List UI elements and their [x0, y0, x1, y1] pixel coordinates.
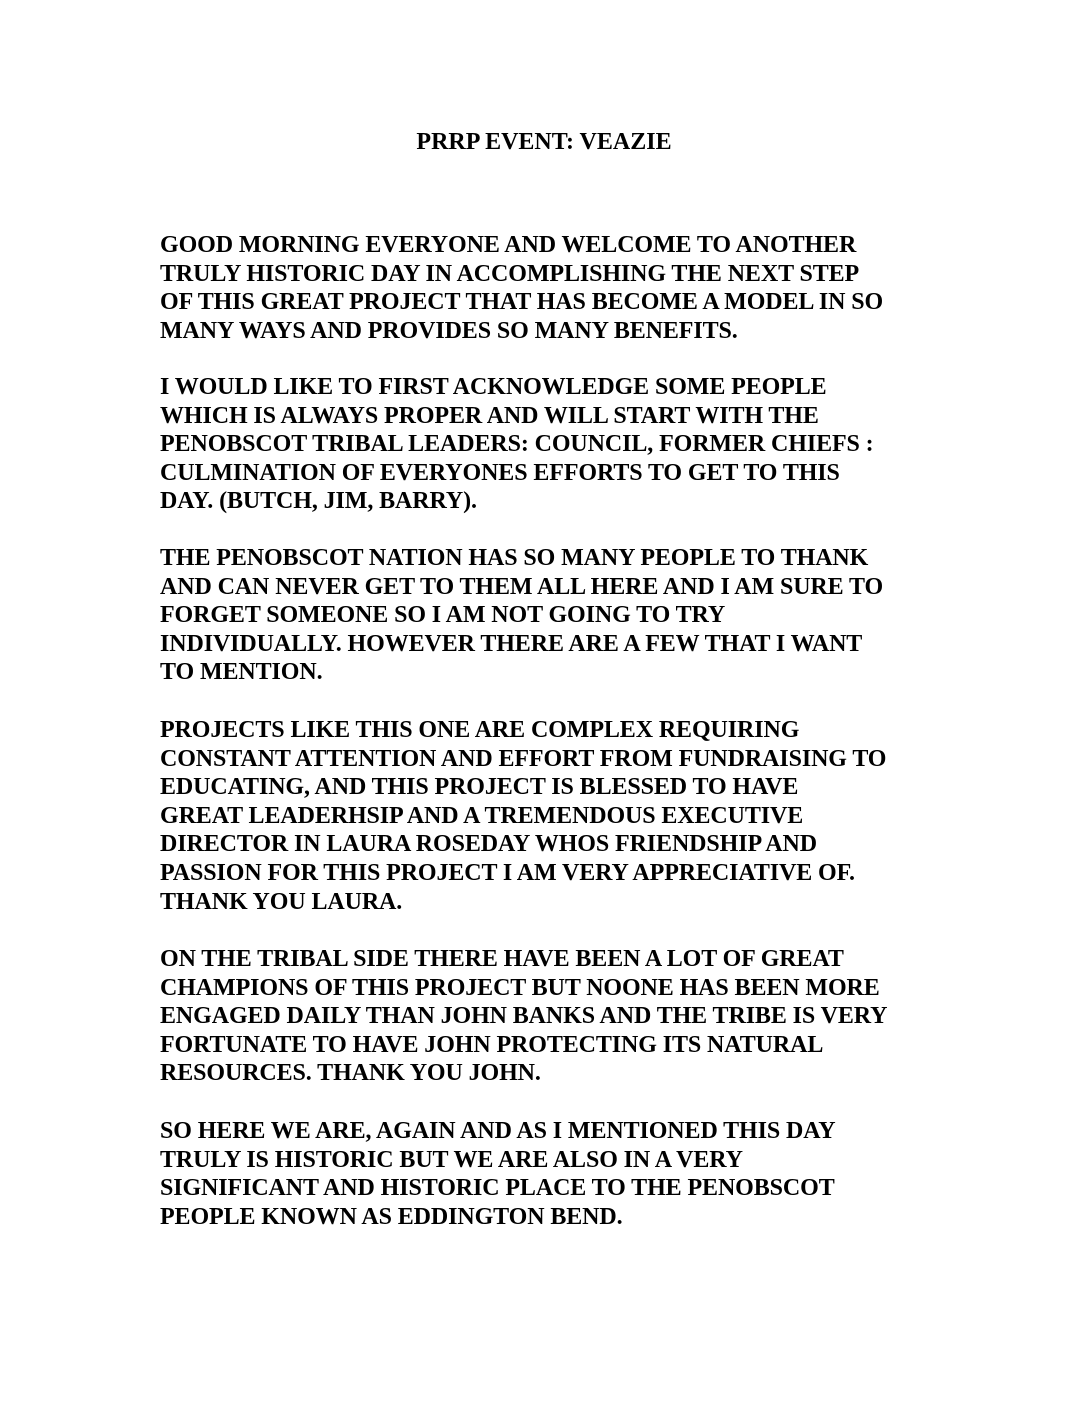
text-line: SO HERE WE ARE, AGAIN AND AS I MENTIONED THIS DAY — [160, 1118, 836, 1144]
text-line: CULMINATION OF EVERYONES EFFORTS TO GET TO THIS — [160, 459, 840, 486]
text-line: ON THE TRIBAL SIDE THERE HAVE BEEN A LOT OF GREAT — [160, 946, 844, 972]
text-line: PENOBSCOT TRIBAL LEADERS: COUNCIL, FORMER CHIEFS : — [160, 431, 874, 458]
text-line: PEOPLE KNOWN AS EDDINGTON BEND. — [160, 1203, 623, 1230]
text-line: CONSTANT ATTENTION AND EFFORT FROM FUNDRAISING TO — [160, 745, 887, 772]
text-line: SIGNIFICANT AND HISTORIC PLACE TO THE PENOBSCOT — [160, 1175, 835, 1202]
text-line: TO MENTION. — [160, 659, 323, 686]
text-line: ENGAGED DAILY THAN JOHN BANKS AND THE TRIBE IS VERY — [160, 1003, 888, 1030]
text-line: RESOURCES. THANK YOU JOHN. — [160, 1060, 541, 1087]
document-title: PRRP EVENT: VEAZIE — [416, 129, 672, 155]
text-line: MANY WAYS AND PROVIDES SO MANY BENEFITS. — [160, 317, 738, 344]
text-line: PROJECTS LIKE THIS ONE ARE COMPLEX REQUIRING — [160, 717, 800, 743]
text-line: FORGET SOMEONE SO I AM NOT GOING TO TRY — [160, 602, 726, 629]
text-line: I WOULD LIKE TO FIRST ACKNOWLEDGE SOME PEOPLE — [160, 374, 827, 400]
text-line: DAY. (BUTCH, JIM, BARRY). — [160, 488, 477, 515]
paragraph-projects — [160, 716, 960, 916]
paragraph-closing — [160, 1117, 960, 1231]
text-line: GREAT LEADERHSIP AND A TREMENDOUS EXECUTIVE — [160, 802, 804, 829]
paragraph-welcome — [160, 231, 960, 345]
text-line: OF THIS GREAT PROJECT THAT HAS BECOME A MODEL IN SO — [160, 289, 884, 316]
text-line: TRULY IS HISTORIC BUT WE ARE ALSO IN A VERY — [160, 1146, 743, 1173]
text-line: THE PENOBSCOT NATION HAS SO MANY PEOPLE TO THANK — [160, 545, 869, 571]
paragraph-acknowledge — [160, 373, 960, 516]
text-line: INDIVIDUALLY. HOWEVER THERE ARE A FEW THAT I WANT — [160, 630, 863, 657]
text-line: TRULY HISTORIC DAY IN ACCOMPLISHING THE NEXT STEP — [160, 260, 860, 287]
text-line: THANK YOU LAURA. — [160, 888, 403, 915]
text-line: GOOD MORNING EVERYONE AND WELCOME TO ANOTHER — [160, 232, 857, 258]
text-line: FORTUNATE TO HAVE JOHN PROTECTING ITS NATURAL — [160, 1031, 824, 1058]
text-line: CHAMPIONS OF THIS PROJECT BUT NOONE HAS BEEN MORE — [160, 974, 880, 1001]
text-line: PASSION FOR THIS PROJECT I AM VERY APPRECIATIVE OF. — [160, 859, 855, 886]
paragraph-tribal-side — [160, 945, 960, 1088]
paragraph-thanks — [160, 544, 960, 687]
text-line: DIRECTOR IN LAURA ROSEDAY WHOS FRIENDSHIP AND — [160, 831, 817, 858]
text-line: AND CAN NEVER GET TO THEM ALL HERE AND I AM SURE TO — [160, 573, 884, 600]
text-line: EDUCATING, AND THIS PROJECT IS BLESSED TO HAVE — [160, 774, 799, 801]
text-line: WHICH IS ALWAYS PROPER AND WILL START WITH THE — [160, 402, 819, 429]
